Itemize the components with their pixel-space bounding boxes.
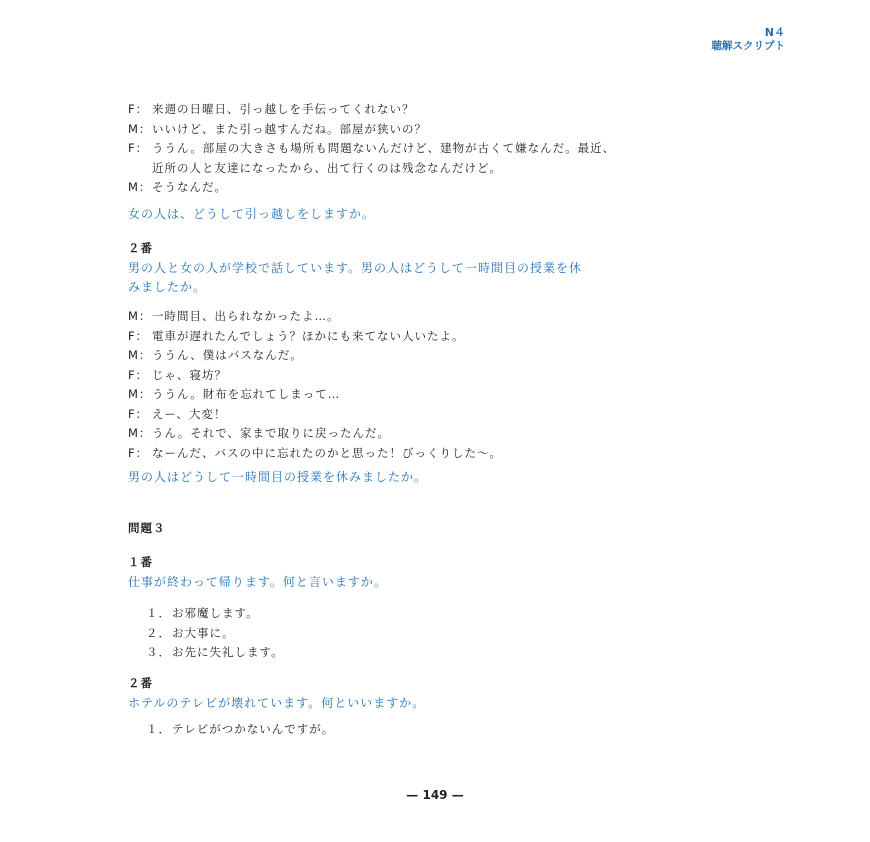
dialogue-text: 一時間目、出られなかったよ…。 — [152, 309, 340, 323]
dialogue-text: 電車が遅れたんでしょう？ほかにも来てない人いたよ。 — [152, 328, 465, 343]
problem-3-title — [128, 519, 768, 539]
speaker-label: F： — [128, 141, 149, 155]
choice-text: お大事に。 — [172, 625, 235, 640]
dialogue-text: えー、大変！ — [152, 406, 227, 421]
dialogue-line — [128, 159, 768, 179]
choice-number: ２． — [146, 625, 171, 640]
dialogue-line — [128, 346, 768, 366]
dialogue-text: ううん、僕はバスなんだ。 — [152, 348, 303, 362]
choice-item — [128, 720, 768, 740]
dialogue-1 — [128, 100, 768, 198]
question-text: 女の人は、どうして引っ越しをしますか。 — [128, 207, 376, 221]
choice-item — [128, 643, 768, 663]
dialogue-text: いいけど、また引っ越すんだね。部屋が狭いの？ — [152, 121, 427, 136]
speaker-label: M： — [128, 309, 152, 323]
dialogue-line — [128, 139, 768, 159]
intro-text: 男の人と女の人が学校で話しています。男の人はどうして一時間目の授業を休 — [128, 260, 583, 275]
choices-2 — [128, 720, 768, 740]
item-number: ２番 — [128, 241, 153, 255]
dialogue-line — [128, 120, 768, 140]
speaker-label: M： — [128, 180, 152, 194]
speaker-label: M： — [128, 426, 152, 440]
choice-number: ３． — [146, 645, 171, 659]
speaker-label: F： — [128, 367, 149, 382]
choices-1 — [128, 604, 768, 663]
dialogue-line — [128, 405, 768, 425]
item-2 — [128, 239, 768, 298]
choice-text: テレビがつかないんですが。 — [172, 722, 335, 736]
dialogue-2 — [128, 307, 768, 463]
dialogue-text: 近所の人と友達になったから、出て行くのは残念なんだけど。 — [152, 160, 502, 175]
dialogue-text: そうなんだ。 — [152, 180, 227, 194]
dialogue-text: ううん。部屋の大きさも場所も問題ないんだけど、建物が古くて嫌なんだ。最近、 — [152, 141, 616, 155]
item-number: ２番 — [128, 676, 153, 690]
choice-item — [128, 624, 768, 644]
question-1 — [128, 205, 768, 225]
problem-3-item-1 — [128, 553, 768, 592]
prompt-text: ホテルのテレビが壊れています。何といいますか。 — [128, 695, 426, 710]
question-text: 男の人はどうして一時間目の授業を休みましたか。 — [128, 470, 428, 484]
item-number: １番 — [128, 555, 153, 569]
dialogue-line — [128, 424, 768, 444]
speaker-label: F： — [128, 406, 149, 421]
dialogue-text: じゃ、寝坊？ — [152, 367, 227, 382]
question-2 — [128, 468, 768, 488]
dialogue-line — [128, 307, 768, 327]
speaker-label: M： — [128, 348, 152, 362]
choice-text: お先に失礼します。 — [172, 645, 284, 659]
section-title: 問題３ — [128, 521, 166, 535]
dialogue-text: 来週の日曜日、引っ越しを手伝ってくれない？ — [152, 102, 415, 116]
level-label: N４ — [764, 26, 785, 39]
problem-3-item-2 — [128, 674, 768, 713]
script-title: 聴解スクリプト — [711, 39, 785, 52]
dialogue-text: ううん。財布を忘れてしまって… — [152, 387, 341, 401]
dialogue-text: うん。それで、家まで取りに戻ったんだ。 — [152, 426, 390, 440]
dialogue-text: なーんだ、バスの中に忘れたのかと思った！びっくりした〜。 — [152, 445, 502, 460]
prompt-text: 仕事が終わって帰ります。何と言いますか。 — [128, 574, 387, 589]
choice-text: お邪魔します。 — [172, 606, 259, 620]
speaker-label: F： — [128, 445, 149, 460]
speaker-label: M： — [128, 387, 152, 401]
page-header — [712, 26, 786, 53]
intro-text: みましたか。 — [128, 280, 207, 294]
choice-number: １． — [146, 606, 171, 620]
speaker-label: M： — [128, 121, 152, 136]
dialogue-line — [128, 366, 768, 386]
page-number: — 149 — — [406, 788, 464, 802]
speaker-label: F： — [128, 102, 149, 116]
dialogue-line — [128, 178, 768, 198]
choice-number: １． — [146, 722, 171, 736]
choice-item — [128, 604, 768, 624]
speaker-label: F： — [128, 328, 149, 343]
dialogue-line — [128, 100, 768, 120]
dialogue-line — [128, 327, 768, 347]
dialogue-line — [128, 385, 768, 405]
dialogue-line — [128, 444, 768, 464]
